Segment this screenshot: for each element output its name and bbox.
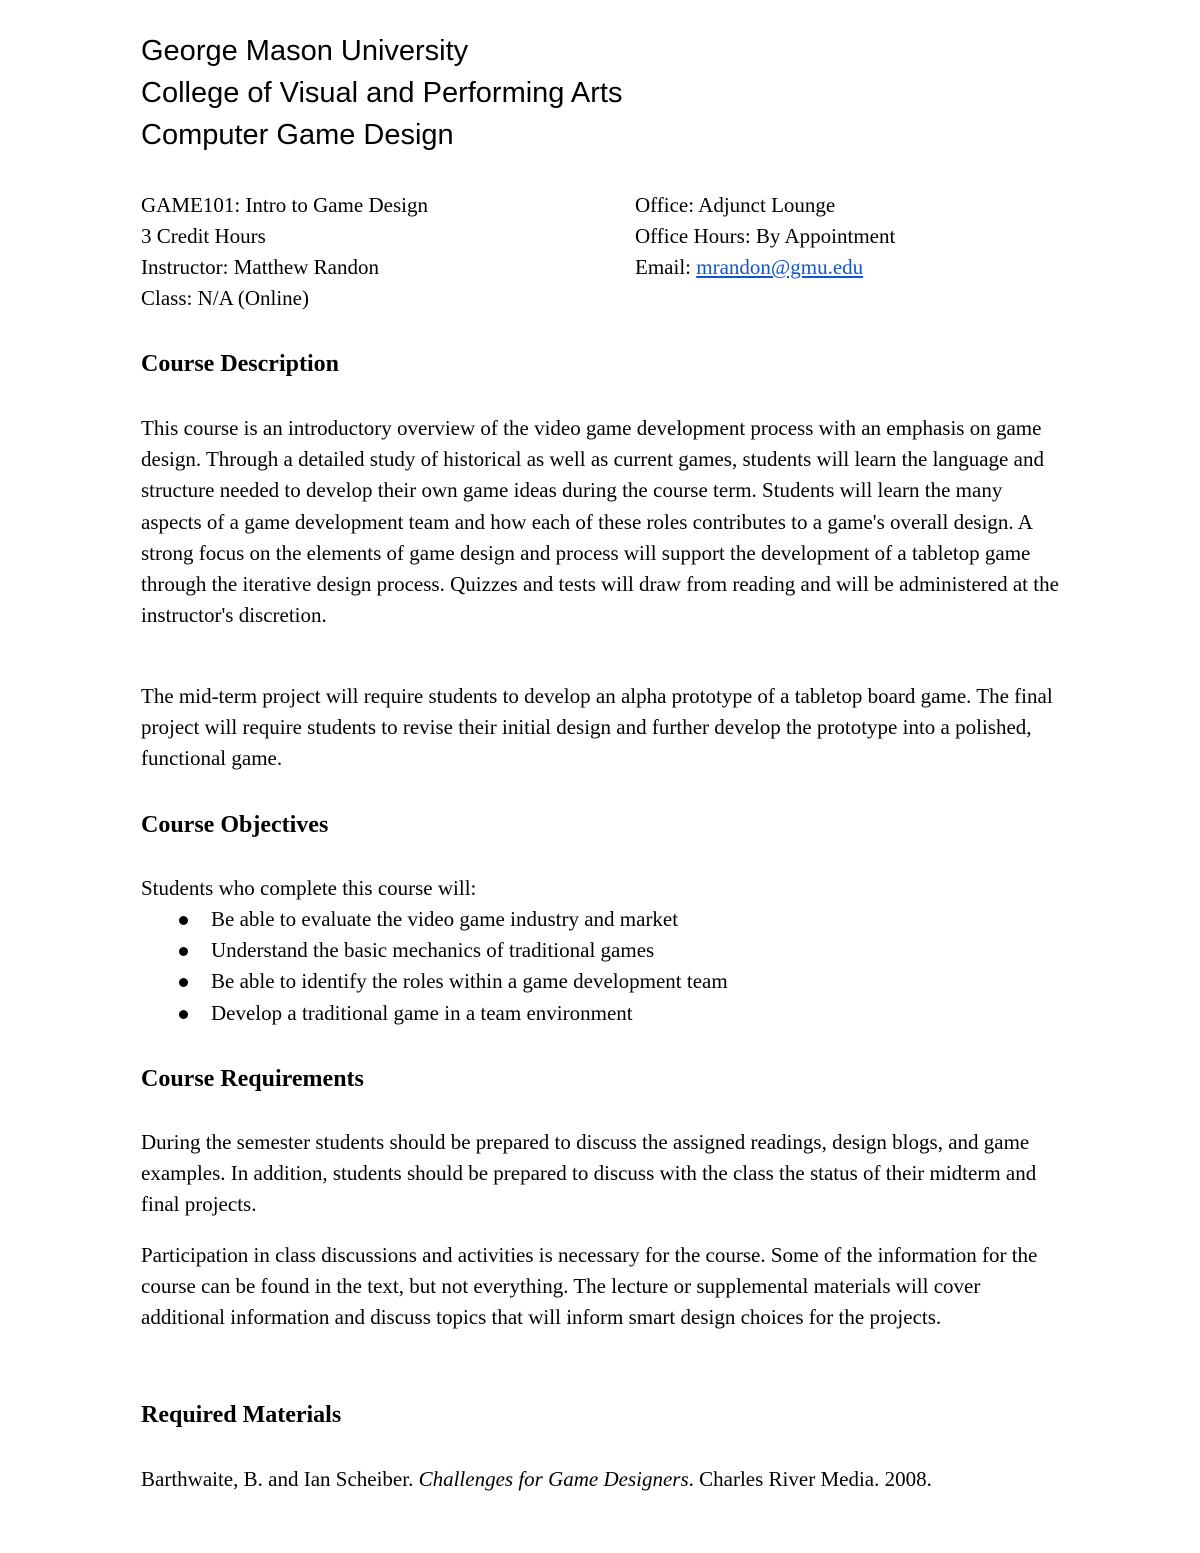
requirements-paragraph-2: Participation in class discussions and activities is necessary for the course. Some of the information for the course can be found in the text, but not everything. The lecture or supplemental materials will cover additional information and discuss topics that will inform smart design choices for the projects. [141,1243,1038,1330]
list-item [141,966,728,997]
list-item [141,998,728,1029]
description-paragraph-1: This course is an introductory overview of the video game development process with an emphasis on game design. Through a detailed study of historical as well as current games, students will learn the language and structure needed to develop their own game ideas during the course term. Students will learn the many aspects of a game development team and how each of these roles contributes to a game's overall design. A strong focus on the elements of game design and process will support the development of a tabletop game through the iterative design process. Quizzes and tests will draw from reading and will be administered at the instructor's discretion. [141,416,1059,628]
description-paragraph-2: The mid-term project will require students to develop an alpha prototype of a tabletop board game. The final project will require students to revise their initial design and further develop the prototype into a polished, functional game. [141,684,1053,771]
list-item [141,904,728,935]
bullet-icon [179,1010,188,1019]
objective-text: Understand the basic mechanics of traditional games [211,938,655,963]
office-hours: Office Hours: By Appointment [635,224,896,248]
university-name: George Mason University [141,35,469,67]
objective-text: Be able to identify the roles within a game development team [211,969,728,994]
citation-authors: Barthwaite, B. and Ian Scheiber. [141,1467,419,1491]
requirements-paragraph-1: During the semester students should be prepared to discuss the assigned readings, design blogs, and game examples. In addition, students should be prepared to discuss with the class the status of their midterm and final projects. [141,1130,1037,1217]
objectives-list [141,904,728,1029]
bullet-icon [179,978,188,987]
course-info-right [635,190,895,283]
course-description-heading: Course Description [141,351,339,377]
class-location: Class: N/A (Online) [141,286,309,310]
department-name: Computer Game Design [141,119,454,151]
course-info-left [141,190,428,314]
materials-citation [141,1464,1061,1495]
instructor: Instructor: Matthew Randon [141,255,379,279]
credit-hours: 3 Credit Hours [141,224,266,248]
objective-text: Develop a traditional game in a team environment [211,1000,633,1025]
college-name: College of Visual and Performing Arts [141,77,623,109]
objectives-intro: Students who complete this course will: [141,876,477,900]
office: Office: Adjunct Lounge [635,193,836,217]
bullet-icon [179,916,188,925]
email-link[interactable]: mrandon@gmu.edu [696,255,864,279]
course-requirements-heading: Course Requirements [141,1066,364,1092]
required-materials-heading: Required Materials [141,1402,342,1428]
email-label: Email: [635,255,697,279]
course-objectives-heading: Course Objectives [141,812,329,838]
bullet-icon [179,947,188,956]
document-header [141,30,622,156]
email-line [635,252,895,283]
course-code-title: GAME101: Intro to Game Design [141,193,428,217]
list-item [141,935,728,966]
objective-text: Be able to evaluate the video game industry and market [211,907,679,931]
citation-title: Challenges for Game Designers [418,1467,689,1491]
citation-publisher: . Charles River Media. 2008. [688,1467,932,1491]
